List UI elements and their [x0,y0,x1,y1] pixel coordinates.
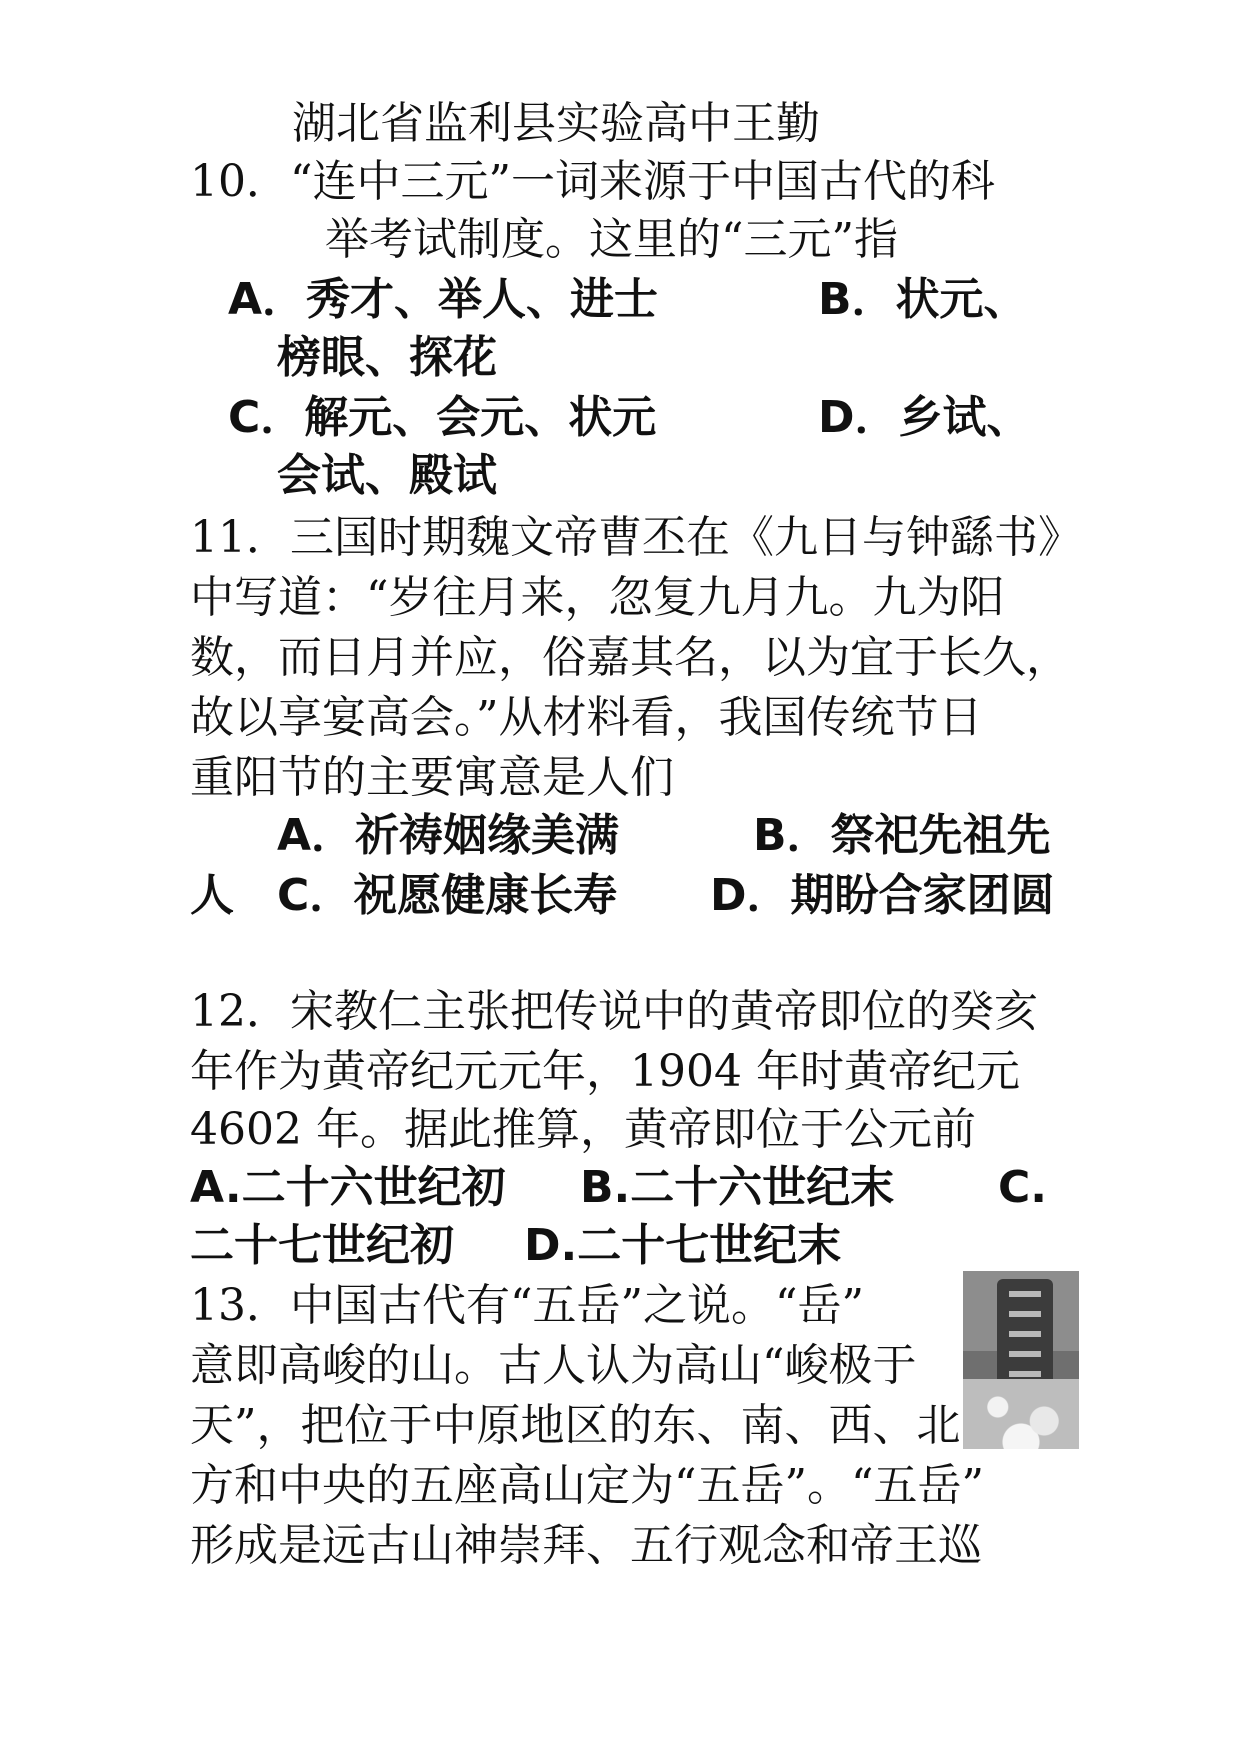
q10-option-c: C．解元、会元、状元 [228,392,657,443]
q13-stem-line-1: 13．中国古代有“五岳”之说。“岳” [190,1280,864,1331]
q13-stem-line-2: 意即高峻的山。古人认为高山“峻极于 [190,1340,917,1391]
q12-option-d: D.二十七世纪末 [524,1220,842,1271]
q11-option-c: C．祝愿健康长寿 [277,870,618,921]
q12-option-a: A.二十六世纪初 [190,1162,506,1213]
q11-option-a: A．祈祷姻缘美满 [277,810,620,861]
q11-option-b: B．祭祀先祖先 [753,810,1051,861]
q10-option-a: A．秀才、举人、进士 [228,274,659,325]
q11-option-b-continued: 人 [190,870,234,921]
q12-stem-line-1: 12．宋教仁主张把传说中的黄帝即位的癸亥 [190,986,1038,1037]
q13-stem-line-3: 天”，把位于中原地区的东、南、西、北 [190,1400,961,1451]
q12-option-b: B.二十六世纪末 [580,1162,895,1213]
q12-option-c: C. [998,1162,1048,1213]
q10-option-d: D．乡试、 [818,392,1031,443]
q10-option-d-continued: 会试、殿试 [277,450,497,501]
stele-photo [963,1271,1079,1449]
q11-option-d: D．期盼合家团圆 [710,870,1055,921]
q13-stem-line-4: 方和中央的五座高山定为“五岳”。“五岳” [190,1460,984,1511]
photo-snow [963,1379,1079,1449]
photo-stele-inscription [1009,1291,1041,1391]
q12-option-c-continued: 二十七世纪初 [190,1220,454,1271]
q10-option-b-continued: 榜眼、探花 [277,332,497,383]
header-text: 湖北省监利县实验高中王勤 [292,98,820,149]
q11-stem-line-5: 重阳节的主要寓意是人们 [190,752,674,803]
q11-stem-line-1: 11．三国时期魏文帝曹丕在《九日与钟繇书》 [190,512,1082,563]
q11-stem-line-2: 中写道：“岁往月来，忽复九月九。九为阳 [190,572,1005,623]
q12-stem-line-3: 4602 年。据此推算，黄帝即位于公元前 [190,1104,976,1155]
q11-stem-line-4: 故以享宴高会。”从材料看，我国传统节日 [190,692,983,743]
q13-stem-line-5: 形成是远古山神崇拜、五行观念和帝王巡 [190,1520,982,1571]
q10-stem-line-1: 10．“连中三元”一词来源于中国古代的科 [190,156,995,207]
q12-stem-line-2: 年作为黄帝纪元元年，1904 年时黄帝纪元 [190,1046,1020,1097]
q11-stem-line-3: 数，而日月并应，俗嘉其名，以为宜于长久， [190,632,1070,683]
q10-stem-line-2: 举考试制度。这里的“三元”指 [325,214,898,265]
q10-option-b: B．状元、 [818,274,1028,325]
